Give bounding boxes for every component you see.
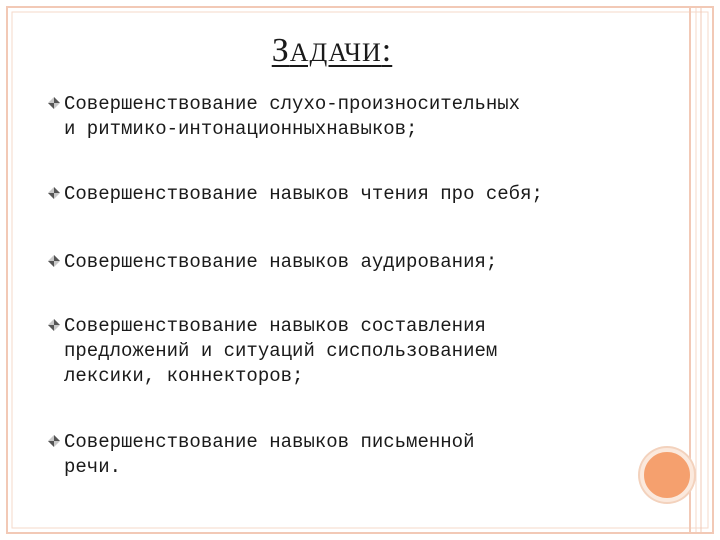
bullet-line: Совершенствование навыков письменной bbox=[64, 431, 475, 453]
bullet-line: Совершенствование слухо-произносительных bbox=[64, 93, 521, 115]
diamond-bullet-icon bbox=[44, 434, 64, 448]
bullet-item-3 bbox=[44, 250, 624, 275]
diamond-bullet-icon bbox=[44, 318, 64, 332]
bullet-line: Совершенствование навыков составления bbox=[64, 315, 486, 337]
bullet-text bbox=[64, 182, 543, 207]
bullet-item-2 bbox=[44, 182, 624, 207]
bullet-item-4 bbox=[44, 314, 624, 389]
bullet-item-5 bbox=[44, 430, 624, 480]
bullet-item-1 bbox=[44, 92, 624, 142]
title-colon: : bbox=[381, 32, 393, 69]
bullet-text bbox=[64, 430, 474, 480]
bullet-line: лексики, коннекторов; bbox=[64, 365, 304, 387]
bullet-text bbox=[64, 314, 497, 389]
orange-circle-icon bbox=[640, 448, 694, 502]
bullet-text bbox=[64, 92, 520, 142]
bullet-line: предложений и ситуаций сиспользованием bbox=[64, 340, 498, 362]
bullet-line: речи. bbox=[64, 456, 122, 478]
diamond-bullet-icon bbox=[44, 254, 64, 268]
title-first-letter: З bbox=[271, 32, 290, 69]
diamond-bullet-icon bbox=[44, 96, 64, 110]
title-rest: АДАЧИ bbox=[289, 38, 382, 67]
diamond-bullet-icon bbox=[44, 186, 64, 200]
bullet-line: Совершенствование навыков чтения про себя; bbox=[64, 183, 543, 205]
bullet-text bbox=[64, 250, 497, 275]
bullet-line: Совершенствование навыков аудирования; bbox=[64, 251, 498, 273]
bullet-line: и ритмико-интонационныхнавыков; bbox=[64, 118, 418, 140]
